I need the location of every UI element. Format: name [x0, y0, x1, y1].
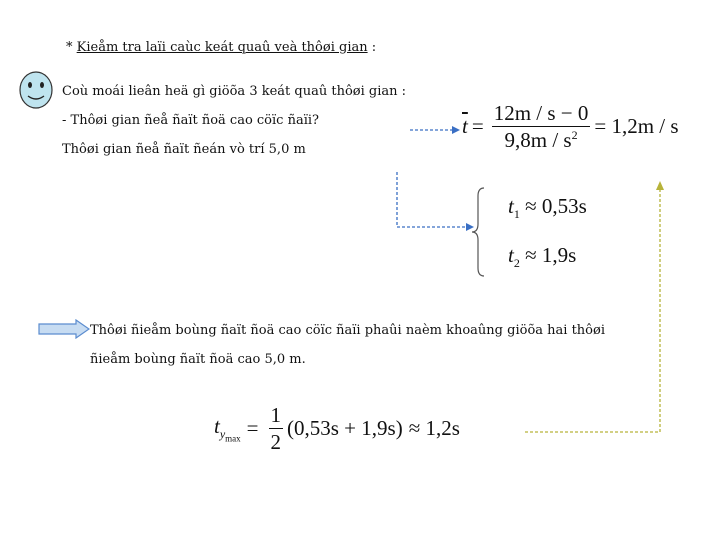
eq3-numerator: 1: [269, 404, 284, 429]
eq3-rhs: ≈ 1,2s: [408, 416, 460, 441]
eq1-lhs: $\overline{t}$: [462, 114, 468, 139]
eq3-lhs: $t_{y_{max}}$: [214, 413, 241, 444]
eq3-equals: =: [246, 416, 259, 441]
question-position: Thôøi gian ñeå ñaït ñeán vò trí 5,0 m: [62, 142, 306, 157]
right-arrow-icon: [38, 319, 90, 339]
intro-text: Coù moái lieân heä gì giöõa 3 keát quaû thôøi gian :: [62, 84, 406, 99]
eq2-t1-value: ≈ 0,53s: [525, 194, 587, 218]
eq3-body: (0,53s + 1,9s): [287, 416, 403, 441]
equation-max-height-time: [214, 404, 460, 453]
eq3-denominator: 2: [270, 430, 282, 455]
eq1-numerator: 12m / s − 0: [492, 102, 591, 127]
heading-prefix: *: [66, 40, 77, 55]
eq1-denominator: $9,8m / s^2$: [504, 128, 578, 153]
conclusion-line2: ñieåm boùng ñaït ñoä cao 5,0 m.: [90, 352, 306, 367]
heading-main: Kieåm tra laïi caùc keát quaû veà thôøi gian: [76, 40, 368, 55]
equation-average-time: $\overline{t}$ = $\frac{12m / s - 0}{9,8m / s^2}$ = 1,2m / s: [462, 101, 679, 153]
eq1-rhs: = 1,2m / s: [594, 114, 679, 139]
heading-suffix: :: [367, 40, 377, 55]
eq2-t2-value: ≈ 1,9s: [525, 243, 577, 267]
equation-t1: $t_1 \approx 0,53s$: [508, 194, 587, 222]
question-max-height: - Thôøi gian ñeå ñaït ñoä cao cöïc ñaïi?: [62, 113, 319, 128]
eq3-fraction: [269, 404, 284, 453]
conclusion-line1: Thôøi ñieåm boùng ñaït ñoä cao cöïc ñaïi phaûi naèm khoaûng giöõa hai thôøi: [90, 323, 605, 338]
equation-t2: $t_2 \approx 1,9s$: [508, 243, 577, 271]
